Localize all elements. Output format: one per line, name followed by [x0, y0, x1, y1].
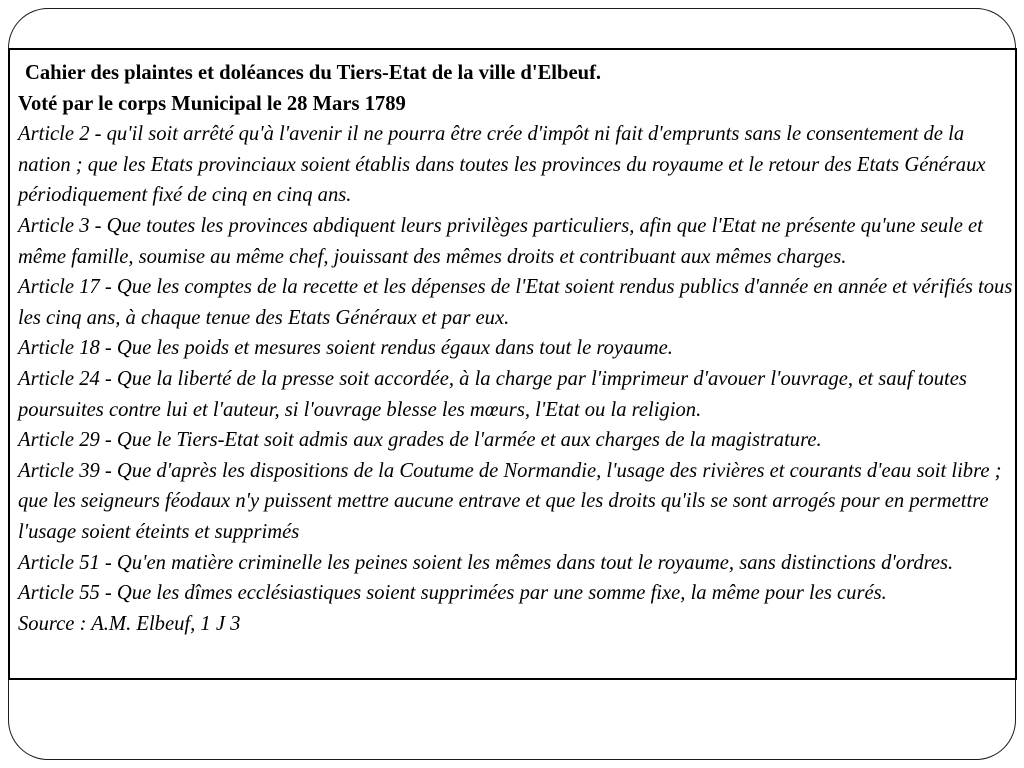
- article-51: Article 51 - Qu'en matière criminelle les peines soient les mêmes dans tout le royaume, sans distinctions d'ordres.: [18, 551, 954, 574]
- article-3: Article 3 - Que toutes les provinces abdiquent leurs privilèges particuliers, afin que l'Etat ne présente qu'une seule et même famille, soumise au même chef, jouissant des mêmes droits et contribuant aux mêmes charges.: [18, 214, 983, 268]
- article-55: Article 55 - Que les dîmes ecclésiastiques soient supprimées par une somme fixe, la même pour les curés.: [18, 582, 887, 605]
- document-content: [18, 58, 1014, 639]
- article-2: Article 2 - qu'il soit arrêté qu'à l'avenir il ne pourra être crée d'impôt ni fait d'emprunts sans le consentement de la nation ; que les Etats provinciaux soient établis dans toutes les provinces du royaume et le retour des Etats Généraux périodiquement fixé de cinq en cinq ans.: [18, 123, 986, 207]
- article-18: Article 18 - Que les poids et mesures soient rendus égaux dans tout le royaume.: [18, 337, 673, 360]
- article-39: Article 39 - Que d'après les dispositions de la Coutume de Normandie, l'usage des rivières et courants d'eau soit libre ; que les seigneurs féodaux n'y puissent mettre aucune entrave et que les droits qu'ils se sont arrogés pour en permettre l'usage soient éteints et supprimés: [18, 459, 1002, 543]
- article-29: Article 29 - Que le Tiers-Etat soit admis aux grades de l'armée et aux charges de la magistrature.: [18, 429, 822, 452]
- document-title: Cahier des plaintes et doléances du Tiers-Etat de la ville d'Elbeuf.: [25, 62, 602, 84]
- document-source: Source : A.M. Elbeuf, 1 J 3: [18, 612, 241, 635]
- article-17: Article 17 - Que les comptes de la recette et les dépenses de l'Etat soient rendus publics d'année en année et vérifiés tous les cinq ans, à chaque tenue des Etats Généraux et par eux.: [18, 276, 1013, 329]
- article-24: Article 24 - Que la liberté de la presse soit accordée, à la charge par l'imprimeur d'avouer l'ouvrage, et sauf toutes poursuites contre lui et l'auteur, si l'ouvrage blesse les mœurs, l'Etat ou la religion.: [18, 367, 967, 421]
- document-subtitle: Voté par le corps Municipal le 28 Mars 1789: [18, 92, 406, 115]
